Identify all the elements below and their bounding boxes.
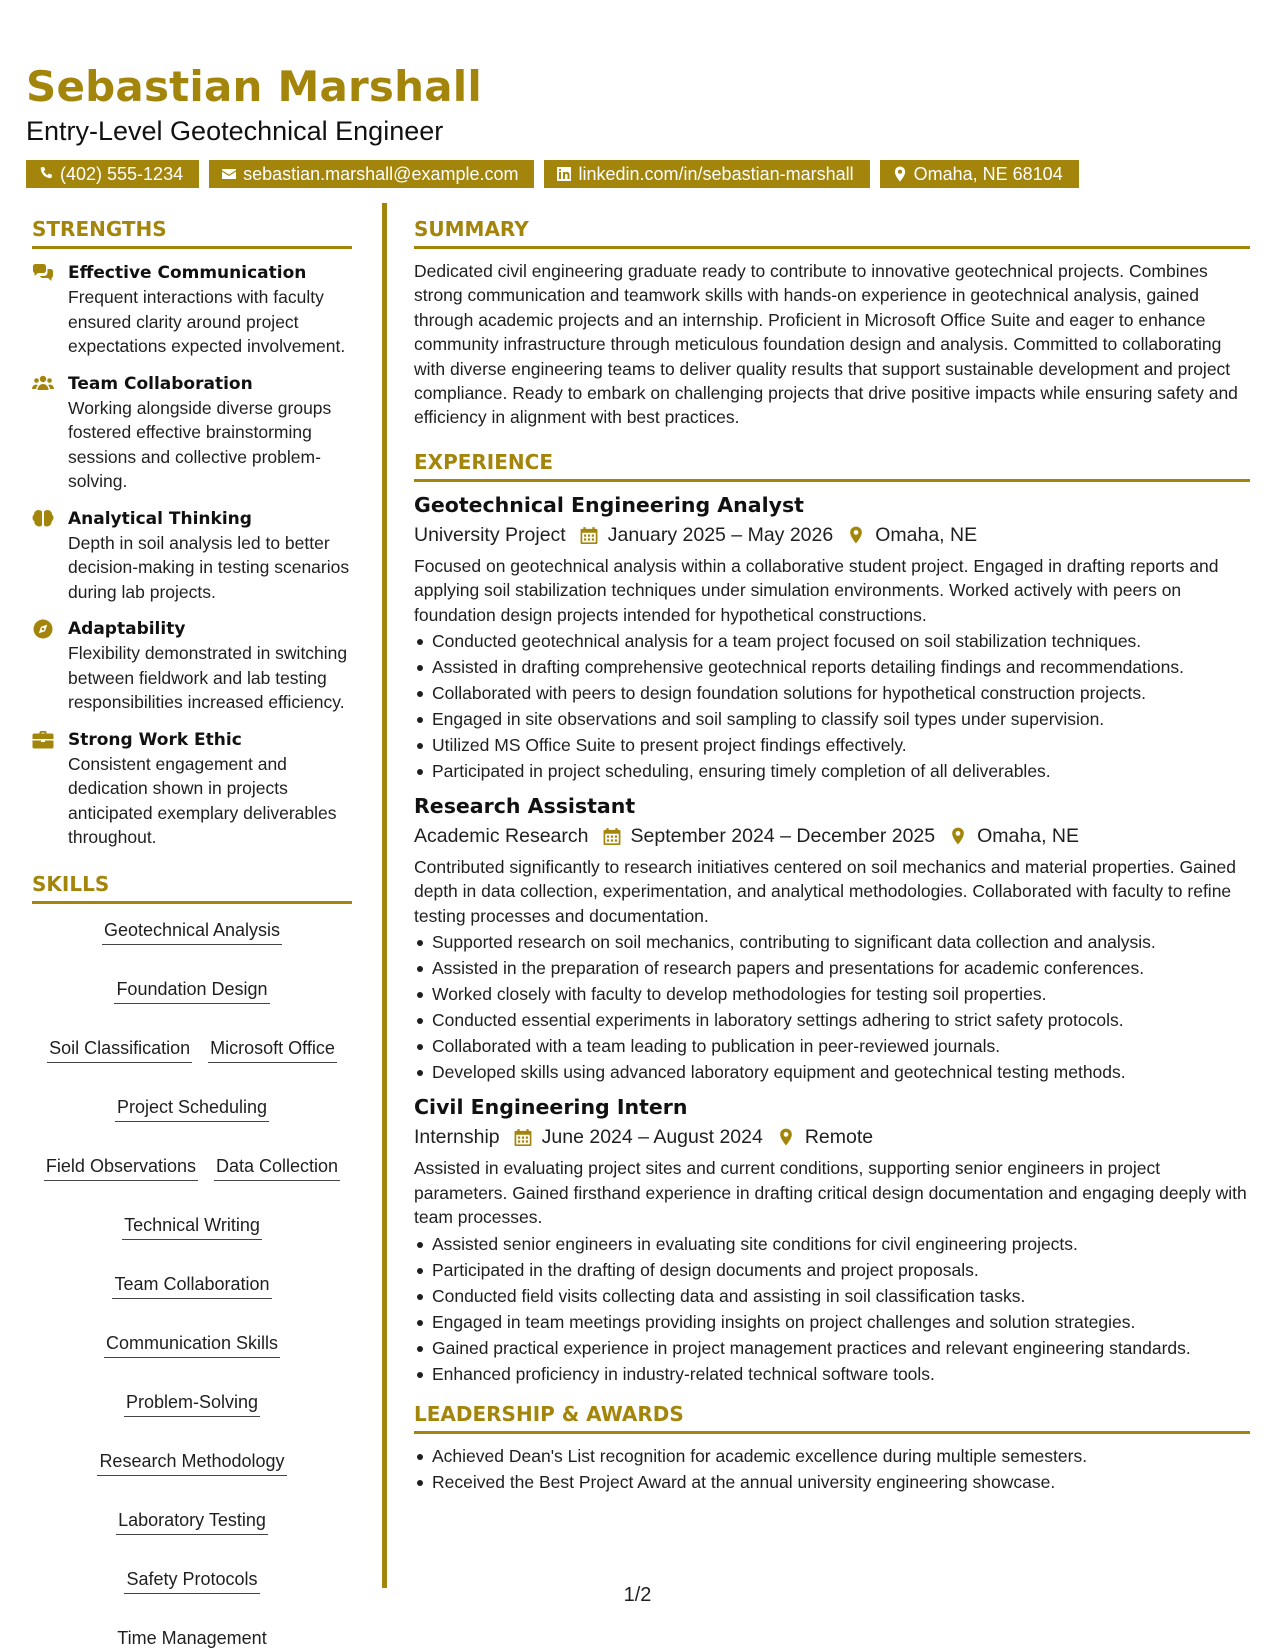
contact-email[interactable] [209, 160, 534, 188]
compass-icon [32, 619, 54, 639]
awards-section [414, 1400, 1250, 1494]
list-item: Engaged in site observations and soil sampling to classify soil types under supervision. [414, 707, 1250, 731]
linkedin-icon [556, 166, 572, 182]
contact-location [880, 160, 1079, 188]
strength-description: Frequent interactions with faculty ensured clarity around project expectations expected involvement. [68, 287, 346, 356]
skill-tag: Field Observations [44, 1154, 198, 1181]
job-dates: September 2024 – December 2025 [630, 825, 936, 848]
job-meta [414, 821, 1250, 851]
list-item: Enhanced proficiency in industry-related technical software tools. [414, 1362, 1250, 1386]
contact-location-text: Omaha, NE 68104 [913, 164, 1063, 184]
list-item: Received the Best Project Award at the annual university engineering showcase. [414, 1470, 1250, 1494]
list-item: Collaborated with peers to design foundation solutions for hypothetical construction projects. [414, 681, 1250, 705]
phone-icon [38, 166, 54, 182]
job-organization: Internship [414, 1126, 500, 1149]
skill-tag: Technical Writing [122, 1213, 262, 1240]
job-entry [414, 791, 1250, 1084]
strength-name: Strong Work Ethic [68, 729, 242, 750]
job-description: Assisted in evaluating project sites and current conditions, supporting senior engineers in project parameters. Gained firsthand experience in drafting critical design documentation and engaging deeply with team processes. [414, 1158, 1247, 1228]
list-item: Assisted in drafting comprehensive geotechnical reports detailing findings and recommendations. [414, 655, 1250, 679]
list-item: Assisted in the preparation of research papers and presentations for academic conferences. [414, 956, 1250, 980]
strength-item [32, 261, 352, 359]
list-item: Worked closely with faculty to develop methodologies for testing soil properties. [414, 982, 1250, 1006]
location-pin-icon [847, 526, 865, 544]
strength-item [32, 728, 352, 850]
job-bullets [414, 1232, 1250, 1386]
list-item: Participated in the drafting of design documents and project proposals. [414, 1258, 1250, 1282]
list-item: Developed skills using advanced laboratory equipment and geotechnical testing methods. [414, 1060, 1250, 1084]
skill-tag: Team Collaboration [112, 1272, 271, 1299]
job-entry [414, 1092, 1250, 1385]
list-item: Utilized MS Office Suite to present project findings effectively. [414, 733, 1250, 757]
job-organization: Academic Research [414, 825, 589, 848]
strength-name: Adaptability [68, 619, 186, 639]
column-divider [382, 203, 387, 1588]
job-dates: January 2025 – May 2026 [607, 523, 834, 546]
left-column [32, 215, 352, 1650]
location-pin-icon [777, 1128, 795, 1146]
page-number: 1/2 [623, 1584, 652, 1606]
list-item: Conducted essential experiments in laboratory settings adhering to strict safety protocols. [414, 1008, 1250, 1032]
job-title: Research Assistant [414, 794, 636, 819]
candidate-name: Sebastian Marshall [26, 62, 482, 111]
strength-description: Working alongside diverse groups fostered effective brainstorming sessions and collective problem-solving. [68, 397, 332, 491]
users-icon [32, 374, 54, 394]
job-dates: June 2024 – August 2024 [541, 1126, 763, 1149]
location-pin-icon [949, 827, 967, 845]
skill-tag: Data Collection [214, 1154, 340, 1181]
list-item: Assisted senior engineers in evaluating site conditions for civil engineering projects. [414, 1232, 1250, 1256]
list-item: Gained practical experience in project management practices and relevant engineering standards. [414, 1336, 1250, 1360]
contact-phone-text: (402) 555-1234 [60, 164, 184, 184]
resume-header [26, 62, 1256, 188]
strength-item [32, 507, 352, 605]
strength-item [32, 372, 352, 494]
skills-list [32, 918, 352, 1650]
job-location: Remote [804, 1126, 874, 1149]
job-title: Geotechnical Engineering Analyst [414, 492, 804, 517]
list-item: Participated in project scheduling, ensuring timely completion of all deliverables. [414, 759, 1250, 783]
strength-description: Depth in soil analysis led to better decision-making in testing scenarios during lab projects. [68, 532, 350, 602]
contact-bar [26, 160, 1256, 188]
skill-tag: Soil Classification [47, 1036, 192, 1063]
job-entry [414, 490, 1250, 783]
right-column [414, 215, 1250, 1496]
skill-tag: Research Methodology [97, 1449, 286, 1476]
skill-tag: Time Management [115, 1626, 268, 1650]
job-bullets [414, 629, 1250, 783]
calendar-icon [580, 526, 598, 544]
awards-list [414, 1444, 1250, 1494]
job-bullets [414, 930, 1250, 1084]
contact-linkedin[interactable] [544, 160, 869, 188]
strength-name: Team Collaboration [68, 373, 253, 394]
envelope-icon [221, 166, 237, 182]
list-item: Achieved Dean's List recognition for academic excellence during multiple semesters. [414, 1444, 1250, 1468]
location-pin-icon [892, 166, 908, 182]
list-item: Collaborated with a team leading to publication in peer-reviewed journals. [414, 1034, 1250, 1058]
candidate-title: Entry-Level Geotechnical Engineer [26, 116, 444, 146]
contact-linkedin-text: linkedin.com/in/sebastian-marshall [578, 164, 854, 184]
strength-item [32, 617, 352, 715]
job-meta [414, 1122, 1250, 1152]
skill-tag: Geotechnical Analysis [102, 918, 282, 945]
skills-section [32, 870, 352, 1650]
strengths-heading: STRENGTHS [32, 215, 352, 249]
job-location: Omaha, NE [977, 825, 1079, 848]
summary-heading: SUMMARY [414, 215, 1250, 249]
strength-description: Flexibility demonstrated in switching between fieldwork and lab testing responsibilities increased efficiency. [68, 643, 348, 712]
job-title: Civil Engineering Intern [414, 1095, 688, 1120]
contact-phone[interactable] [26, 160, 199, 188]
skills-heading: SKILLS [32, 870, 352, 904]
strength-name: Analytical Thinking [68, 508, 252, 529]
job-description: Focused on geotechnical analysis within a collaborative student project. Engaged in drafting reports and applying soil stabilization techniques under simulation environments. Worked actively with peers on foundation design projects intended for hypothetical constructions. [414, 555, 1219, 625]
skill-tag: Microsoft Office [208, 1036, 337, 1063]
comments-icon [32, 263, 54, 283]
summary-text: Dedicated civil engineering graduate ready to contribute to innovative geotechnical projects. Combines strong communication and teamwork skills with hands-on experience in geotechnical analysis, gained through academic projects and an internship. Proficient in Microsoft Office Suite and eager to enhance community infrastructure through meticulous foundation design and analysis. Committed to collaborating with diverse engineering teams to deliver quality results that support sustainable development and project compliance. Ready to embark on challenging projects that drive positive impacts while ensuring safety and efficiency in alignment with best practices. [414, 261, 1238, 428]
skill-tag: Project Scheduling [115, 1095, 269, 1122]
brain-icon [32, 509, 54, 529]
list-item: Conducted field visits collecting data and assisting in soil classification tasks. [414, 1284, 1250, 1308]
strength-name: Effective Communication [68, 263, 307, 283]
skill-tag: Problem-Solving [124, 1390, 260, 1417]
calendar-icon [514, 1128, 532, 1146]
skill-tag: Safety Protocols [124, 1567, 259, 1594]
briefcase-icon [32, 730, 54, 750]
job-description: Contributed significantly to research initiatives centered on soil mechanics and material properties. Gained depth in data collection, experimentation, and analytical methodologies. Collaborated with faculty to refine testing processes and documentation. [414, 857, 1236, 926]
strengths-list [32, 261, 352, 850]
list-item: Engaged in team meetings providing insights on project challenges and solution strategies. [414, 1310, 1250, 1334]
job-meta [414, 520, 1250, 550]
contact-email-text: sebastian.marshall@example.com [243, 164, 519, 184]
strength-description: Consistent engagement and dedication shown in projects anticipated exemplary deliverables throughout. [68, 753, 337, 847]
skill-tag: Communication Skills [104, 1331, 280, 1358]
skill-tag: Laboratory Testing [116, 1508, 268, 1535]
list-item: Conducted geotechnical analysis for a team project focused on soil stabilization techniques. [414, 629, 1250, 653]
skill-tag: Foundation Design [114, 977, 269, 1004]
list-item: Supported research on soil mechanics, contributing to significant data collection and analysis. [414, 930, 1250, 954]
job-location: Omaha, NE [875, 523, 978, 546]
calendar-icon [603, 827, 621, 845]
experience-heading: EXPERIENCE [414, 448, 1250, 482]
awards-heading: LEADERSHIP & AWARDS [414, 1400, 1250, 1434]
job-organization: University Project [414, 523, 566, 546]
